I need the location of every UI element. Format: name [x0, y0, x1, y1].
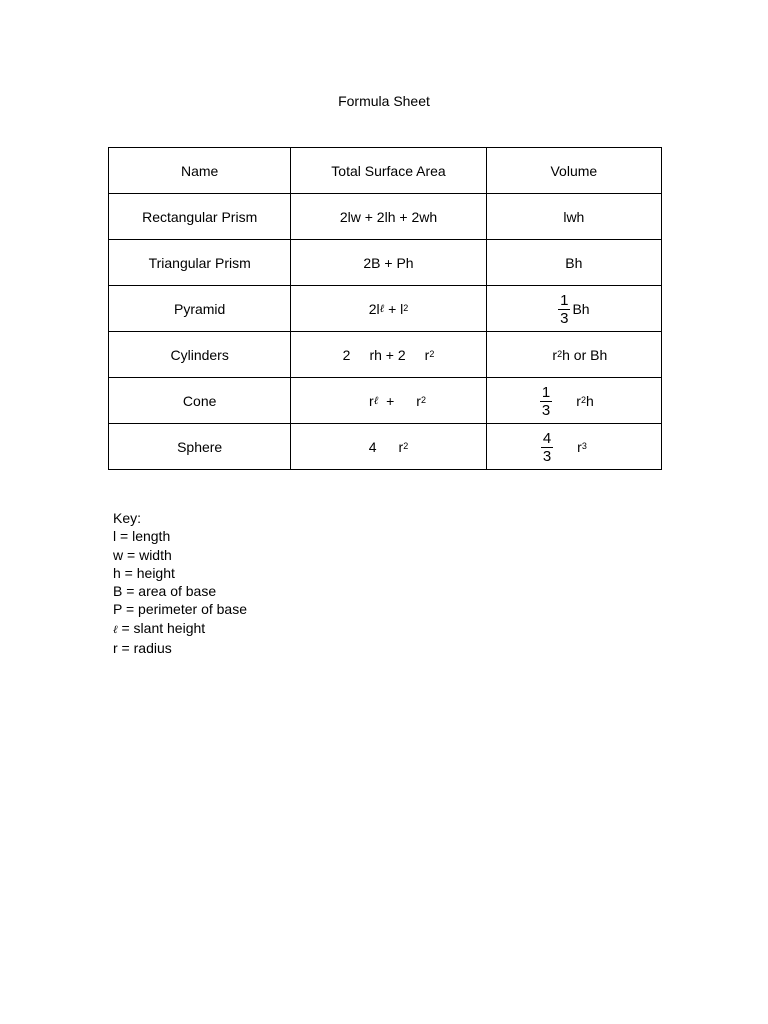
key-item [113, 619, 247, 639]
formula-part: Bh [572, 301, 590, 317]
table-row [109, 286, 662, 332]
key-definition: = radius [117, 640, 172, 657]
table-row [109, 194, 662, 240]
key-symbol: ℓ [113, 622, 118, 636]
shape-name: Pyramid [109, 286, 291, 332]
table-row [109, 378, 662, 424]
table-row [109, 240, 662, 286]
fraction-numerator: 4 [542, 429, 552, 447]
key-symbol: h [113, 564, 121, 581]
fraction [558, 293, 570, 326]
surface-area-formula: 2B + Ph [291, 240, 486, 286]
key-definition: = length [116, 528, 171, 545]
formula-part: r [416, 392, 421, 409]
fraction [540, 385, 552, 418]
fraction-denominator: 3 [541, 401, 551, 419]
formula-part: + l [384, 300, 404, 317]
key-item [113, 582, 247, 600]
volume-formula: lwh [486, 194, 661, 240]
fraction-numerator: 1 [560, 291, 569, 309]
fraction-numerator: 1 [541, 383, 551, 401]
key-symbol: r [113, 640, 118, 657]
volume-formula [486, 286, 661, 332]
key-item [113, 564, 247, 582]
table-row [109, 424, 662, 470]
key-definition: = perimeter of base [122, 601, 247, 618]
formula-part: r [577, 439, 582, 455]
formula-table [108, 147, 662, 470]
formula-part: r [552, 346, 558, 363]
page-title: Formula Sheet [338, 93, 430, 109]
formula-part: + [378, 392, 395, 409]
key-item [113, 546, 247, 564]
key-symbol: B [113, 583, 123, 600]
formula-part: h or Bh [562, 346, 608, 363]
surface-area-formula: 2 rh + 2 r $^2$ [291, 332, 486, 378]
shape-name: Cone [109, 378, 291, 424]
table-row [109, 332, 662, 378]
shape-name: Sphere [109, 424, 291, 470]
key-symbol: w [113, 546, 124, 563]
formula-part: r [369, 392, 374, 409]
shape-name: Cylinders [109, 332, 291, 378]
surface-area-formula: r ℓ + r $^2$ [291, 378, 486, 424]
formula-part: r [424, 346, 430, 363]
surface-area-formula: 2l ℓ + l $^2$ [291, 286, 486, 332]
fraction [541, 431, 553, 464]
slant-height-symbol: ℓ [373, 394, 379, 407]
fraction-denominator: 3 [560, 309, 569, 327]
formula-part: h [585, 393, 594, 409]
formula-part: 2l [368, 300, 380, 317]
fraction-denominator: 3 [542, 447, 552, 465]
header-name: Name [109, 148, 291, 194]
key-definition: = slant height [117, 619, 206, 636]
key-heading: Key: [113, 510, 142, 526]
surface-area-formula: 4 r $^2$ [291, 424, 486, 470]
formula-part: rh + 2 [369, 346, 406, 363]
volume-formula: $\frac{1}{3}$ r $^2$ h [486, 378, 661, 424]
header-volume: Volume [486, 148, 661, 194]
volume-formula: Bh [486, 240, 661, 286]
key-legend [113, 509, 247, 657]
key-symbol: P [113, 601, 123, 618]
table-header-row [109, 148, 662, 194]
key-item [113, 527, 247, 545]
formula-part: 4 [368, 438, 377, 455]
volume-formula: r $^2$ h or Bh [486, 332, 661, 378]
formula-part: 2 [342, 346, 351, 363]
shape-name: Rectangular Prism [109, 194, 291, 240]
header-total-surface-area: Total Surface Area [291, 148, 486, 194]
shape-name: Triangular Prism [109, 240, 291, 286]
key-item [113, 639, 247, 657]
volume-formula: $\frac{4}{3}$ r $^3$ [486, 424, 661, 470]
slant-height-symbol: ℓ [379, 302, 385, 315]
key-definition: = area of base [122, 583, 217, 600]
key-item [113, 600, 247, 618]
key-definition: = height [120, 564, 175, 581]
formula-part: r [398, 438, 404, 455]
surface-area-formula: 2lw + 2lh + 2wh [291, 194, 486, 240]
key-symbol: l [113, 528, 117, 545]
formula-part: r [576, 393, 581, 409]
key-definition: = width [123, 546, 172, 563]
